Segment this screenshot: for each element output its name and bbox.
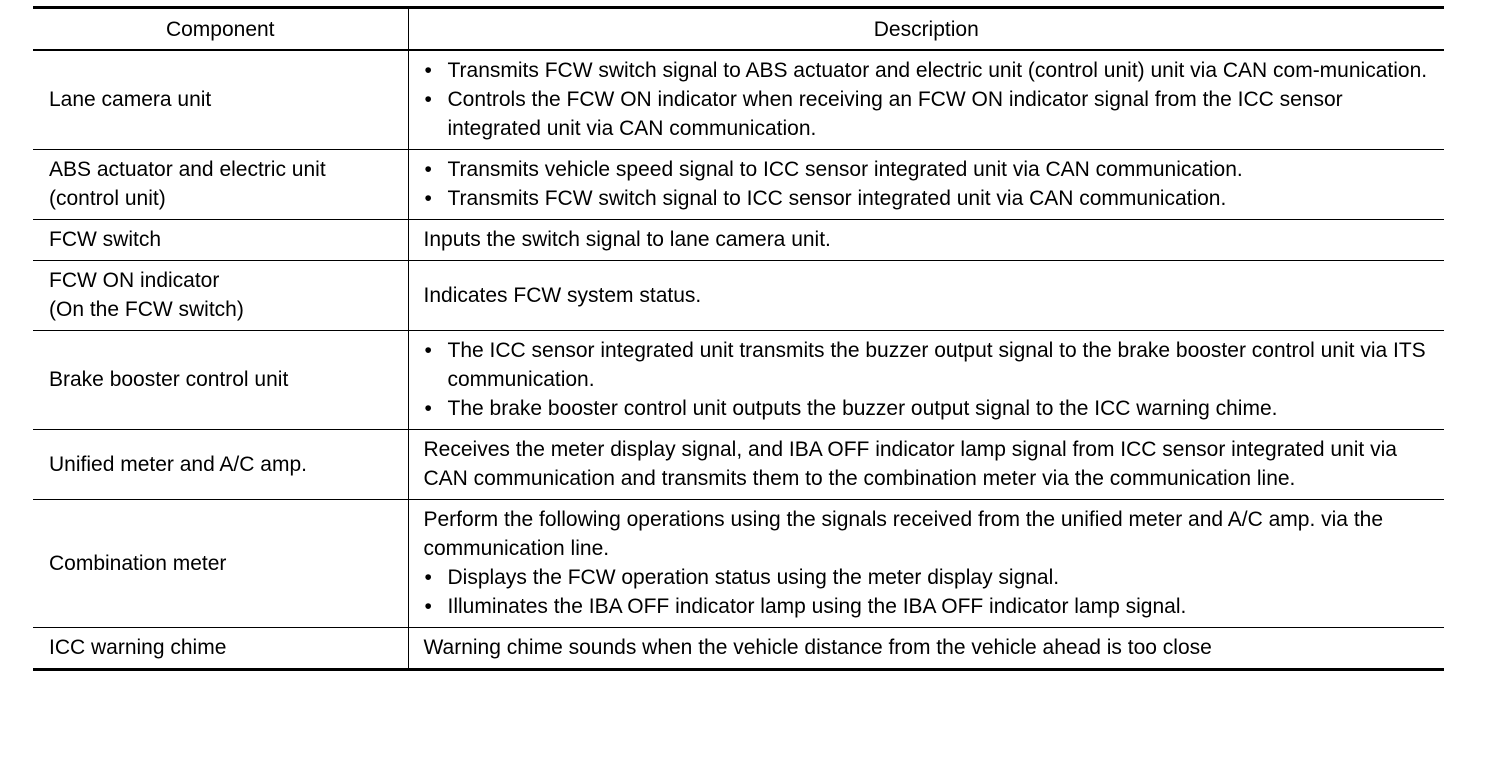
- component-name: Lane camera unit: [49, 88, 212, 111]
- description-text: Inputs the switch signal to lane camera unit.: [423, 228, 831, 251]
- component-name: ICC warning chime: [49, 636, 227, 659]
- header-component: Component: [33, 8, 408, 51]
- bullet-item: • The brake booster control unit outputs the buzzer output signal to the ICC warning chime.: [424, 394, 1435, 423]
- description-text: Indicates FCW system status.: [423, 283, 702, 307]
- component-cell: [33, 331, 408, 430]
- bullet-list: [424, 563, 1435, 621]
- table-header-row: [33, 8, 1444, 51]
- component-cell: [33, 500, 408, 628]
- component-name: Brake booster control unit: [49, 368, 289, 391]
- bullet-item: • Displays the FCW operation status using the meter display signal.: [424, 563, 1435, 592]
- component-name: Combination meter: [49, 551, 227, 575]
- component-cell: [33, 430, 408, 500]
- component-cell: [33, 628, 408, 670]
- component-name-line: ABS actuator and electric unit: [49, 158, 326, 181]
- description-text: Receives the meter display signal, and IBA OFF indicator lamp signal from ICC sensor integrated unit via CAN communication and transmits them to the combination meter via the communication line.: [423, 438, 1397, 490]
- bullet-item: • Transmits FCW switch signal to ABS actuator and electric unit (control unit) unit via CAN com-munication.: [424, 56, 1435, 85]
- component-name-line: FCW ON indicator: [49, 269, 220, 292]
- table-row: [33, 220, 1444, 261]
- table-row: [33, 430, 1444, 500]
- description-text: Perform the following operations using the signals received from the unified meter and A/C amp. via the communication line.: [423, 508, 1384, 560]
- description-cell: [408, 220, 1444, 261]
- description-cell: [408, 50, 1444, 150]
- component-cell: [33, 220, 408, 261]
- description-text: Warning chime sounds when the vehicle distance from the vehicle ahead is too close: [423, 636, 1212, 659]
- description-cell: [408, 628, 1444, 670]
- component-name: Unified meter and A/C amp.: [49, 452, 307, 476]
- bullet-item: • Transmits vehicle speed signal to ICC sensor integrated unit via CAN communication.: [424, 155, 1435, 184]
- component-cell: [33, 261, 408, 331]
- bullet-item: • The ICC sensor integrated unit transmits the buzzer output signal to the brake booster control unit via ITS communication.: [424, 336, 1435, 394]
- bullet-list: [424, 155, 1435, 213]
- bullet-item: • Illuminates the IBA OFF indicator lamp using the IBA OFF indicator lamp signal.: [424, 592, 1435, 621]
- table-row: [33, 261, 1444, 331]
- bullet-item: • Transmits FCW switch signal to ICC sensor integrated unit via CAN communication.: [424, 184, 1435, 213]
- component-name-line: (On the FCW switch): [49, 298, 244, 321]
- description-cell: [408, 150, 1444, 220]
- table-row: [33, 50, 1444, 150]
- table-row: [33, 150, 1444, 220]
- description-cell: [408, 331, 1444, 430]
- description-cell: [408, 430, 1444, 500]
- component-cell: [33, 150, 408, 220]
- component-description-table: [33, 6, 1444, 671]
- bullet-item: • Controls the FCW ON indicator when receiving an FCW ON indicator signal from the ICC sensor integrated unit via CAN communication.: [424, 85, 1435, 143]
- table-row: [33, 628, 1444, 670]
- description-cell: [408, 500, 1444, 628]
- component-cell: [33, 50, 408, 150]
- component-name: FCW switch: [49, 228, 161, 251]
- header-description: Description: [408, 8, 1444, 51]
- component-name-line: (control unit): [49, 187, 166, 210]
- table-row: [33, 500, 1444, 628]
- bullet-list: [424, 336, 1435, 423]
- table-row: [33, 331, 1444, 430]
- bullet-list: [424, 56, 1435, 143]
- description-cell: [408, 261, 1444, 331]
